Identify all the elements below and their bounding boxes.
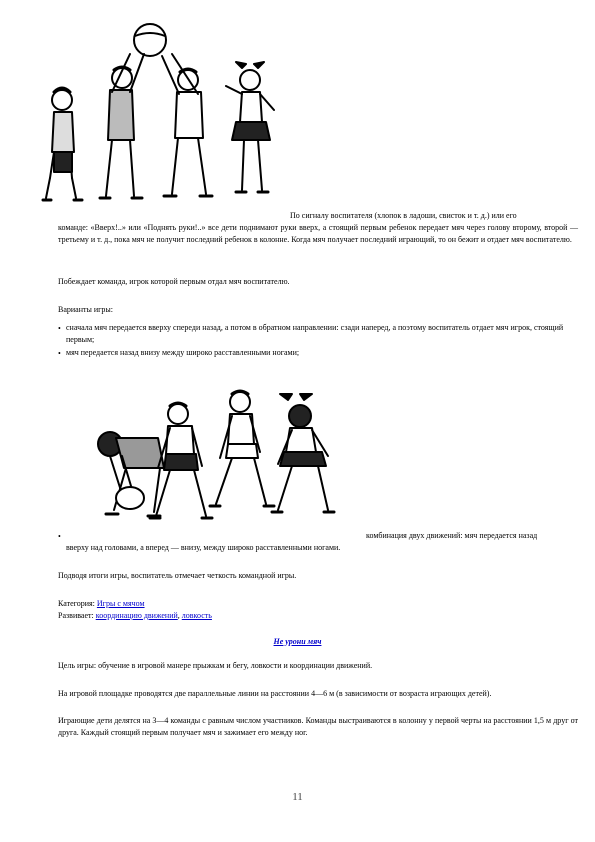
paragraph-winner: Побеждает команда, игрок которой первым отдал мяч воспитателю. xyxy=(58,277,290,286)
list-item: мяч передается назад внизу между широко расставленными ногами; xyxy=(66,348,300,357)
develops-separator: , xyxy=(177,611,180,620)
paragraph-goal: Цель игры: обучение в игровой манере прыжкам и бегу, ловкости и координации движений. xyxy=(58,661,373,670)
list-item-continuation: вверху над головами, а вперед — внизу, между широко расставленными ногами. xyxy=(66,543,341,552)
category-label: Категория: xyxy=(58,599,95,608)
bullet-marker: • xyxy=(58,349,61,358)
list-item: комбинация двух движений: мяч передается назад xyxy=(366,531,538,540)
paragraph-setup: На игровой площадке проводятся две параллельные линии на расстоянии 4—6 м (в зависимости от возраста играющих детей). xyxy=(58,689,492,698)
category-line xyxy=(58,598,578,610)
illustration-children-passing-ball-between-legs xyxy=(82,386,362,538)
bullet-marker: • xyxy=(58,324,61,333)
paragraph-signal-instructions: команде: «Вверх!..» или «Поднять руки!..» все дети поднимают руки вверх, а стоящий первым ребенок передает мяч через голову второму, второй — третьему и т. д., пока мяч не получит последний ребенок в колонне. Когда мяч получает последний играющий, то он бежит и отдает мяч воспитателю. xyxy=(58,223,578,244)
develops-link-agility[interactable]: ловкость xyxy=(181,611,212,620)
variants-title: Варианты игры: xyxy=(58,305,114,314)
develops-line xyxy=(58,610,578,622)
game-title-link[interactable]: Не урони мяч xyxy=(273,637,322,646)
develops-link-coordination[interactable]: координацию движений xyxy=(95,611,178,620)
paragraph-signal-first-line: По сигналу воспитателя (хлопок в ладоши, свисток и т. д.) или его xyxy=(290,211,517,220)
category-link[interactable]: Игры с мячом xyxy=(96,599,145,608)
game-title[interactable] xyxy=(0,636,595,648)
develops-label: Развивает: xyxy=(58,611,94,620)
bullet-marker: • xyxy=(58,532,61,541)
paragraph-teams: Играющие дети делятся на 3—4 команды с равным числом участников. Команды выстраиваются в колонну у первой черты на расстоянии 1,5 м друг от друга. Каждый стоящий первым получает мяч и зажимает его между ног. xyxy=(58,716,578,737)
illustration-children-passing-ball-overhead xyxy=(40,18,280,213)
page-number: 11 xyxy=(292,791,303,803)
list-item: сначала мяч передается вверху спереди назад, а потом в обратном направлении: сзади наперед, а поэтому воспитатель отдает мяч игрок, стоящий первым; xyxy=(66,323,564,344)
paragraph-summary: Подводя итоги игры, воспитатель отмечает четкость командной игры. xyxy=(58,571,297,580)
